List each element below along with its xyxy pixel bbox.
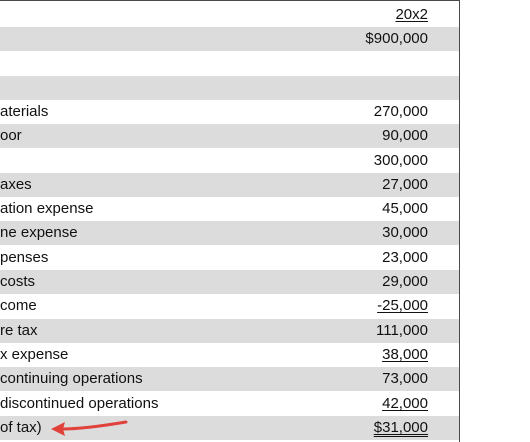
row-label: penses: [0, 248, 49, 266]
statement-row: [0, 100, 459, 124]
row-value: 73,000: [382, 370, 428, 388]
row-value: 45,000: [382, 200, 428, 218]
statement-row: [0, 319, 459, 343]
row-label: oor: [0, 127, 22, 145]
row-label: re tax: [0, 321, 38, 339]
statement-row: [0, 27, 459, 51]
row-label: costs: [0, 273, 36, 290]
row-value: 111,000: [376, 321, 428, 339]
statement-row: [0, 197, 459, 221]
row-value: 23,000: [382, 248, 428, 266]
row-value: 27,000: [382, 175, 428, 193]
statement-row: [0, 343, 459, 367]
row-label: ne expense: [0, 224, 78, 242]
row-label: ation expense: [0, 200, 94, 218]
row-value: 270,000: [373, 102, 428, 120]
statement-row: [0, 246, 459, 270]
header-row: [0, 3, 459, 27]
top-border: [0, 0, 460, 1]
row-label: continuing operations: [0, 370, 143, 388]
row-value: $31,000: [373, 418, 428, 436]
year-header: 20x2: [395, 6, 428, 23]
statement-row: [0, 149, 459, 173]
row-label: of tax): [0, 418, 42, 436]
statement-row: [0, 221, 459, 245]
statement-row: [0, 367, 459, 391]
statement-row: [0, 270, 459, 294]
row-value: 38,000: [382, 345, 428, 363]
row-value: 42,000: [382, 394, 428, 412]
red-arrow-icon: [48, 416, 130, 438]
statement-row: [0, 76, 459, 100]
row-value: 29,000: [382, 273, 428, 290]
row-value: 30,000: [382, 224, 428, 242]
statement-row: [0, 173, 459, 197]
statement-row: [0, 51, 459, 75]
statement-row: [0, 124, 459, 148]
row-value: $900,000: [365, 30, 428, 47]
row-value: -25,000: [377, 297, 428, 315]
statement-row: [0, 294, 459, 318]
row-label: come: [0, 297, 37, 315]
row-label: x expense: [0, 345, 69, 363]
row-value: 300,000: [373, 151, 428, 169]
statement-row: [0, 392, 459, 416]
row-label: axes: [0, 175, 32, 193]
row-label: discontinued operations: [0, 394, 159, 412]
row-value: 90,000: [382, 127, 428, 145]
right-border: [459, 0, 460, 442]
row-label: aterials: [0, 102, 49, 120]
